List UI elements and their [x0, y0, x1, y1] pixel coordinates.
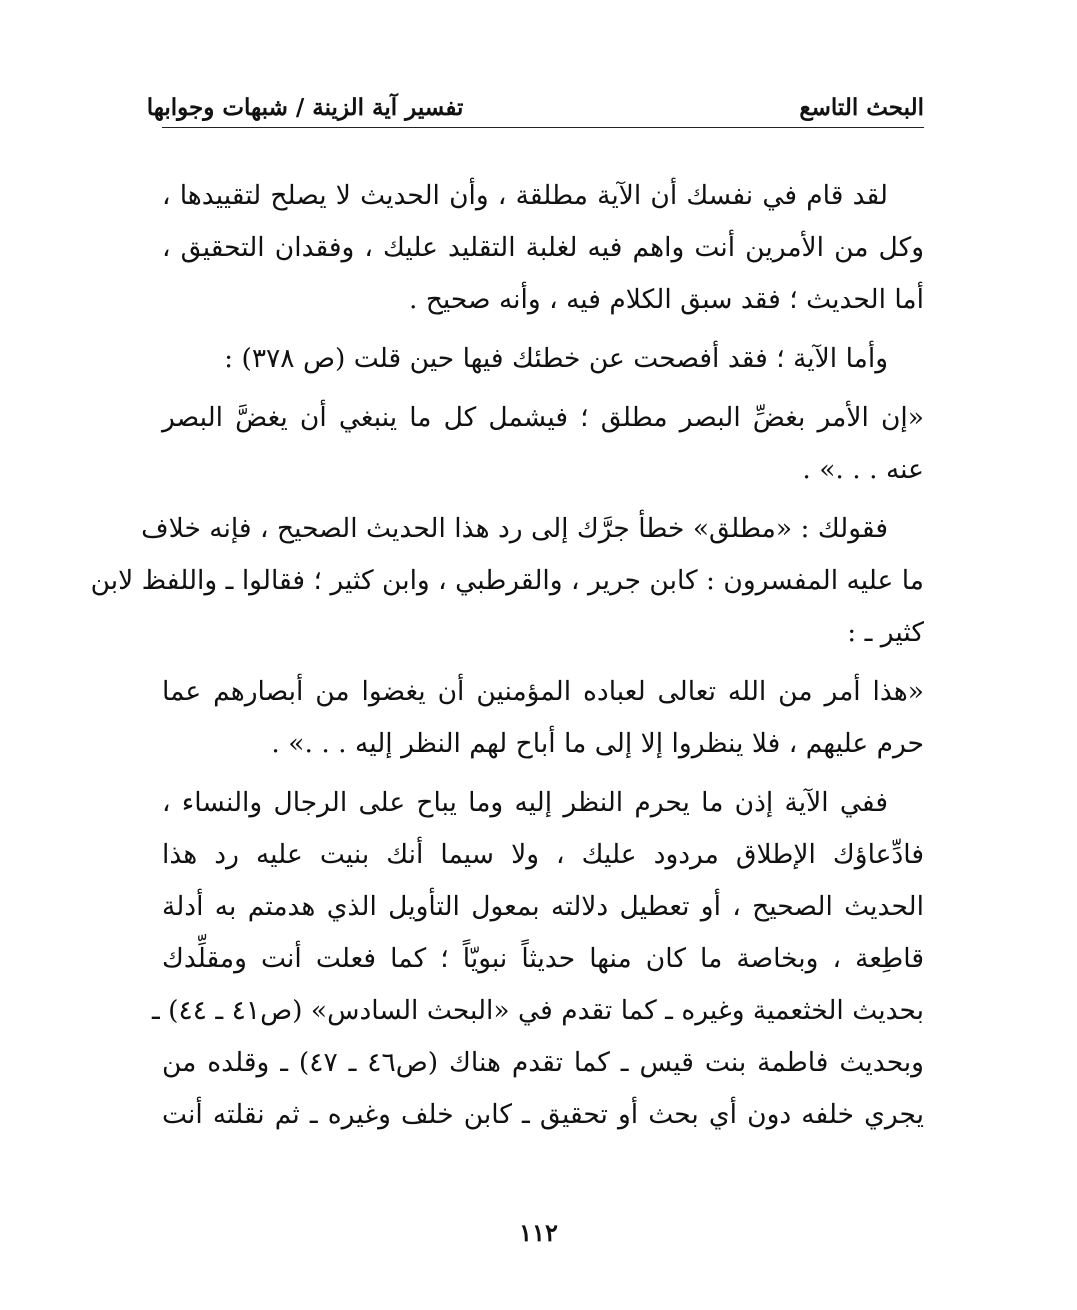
running-header	[146, 86, 924, 128]
page-number: ١١٢	[519, 1218, 558, 1247]
text-line: حرم عليهم ، فلا ينظروا إلا إلى ما أباح لهم النظر إليه . . .» .	[271, 728, 924, 759]
chapter-title: البحث التاسع	[799, 94, 924, 121]
text-line: وكل من الأمرين أنت واهم فيه لغلبة التقليد عليك ، وفقدان التحقيق ،	[162, 232, 924, 263]
book-title: تفسير آية الزينة / شبهات وجوابها	[146, 94, 464, 121]
text-line: ففي الآية إذن ما يحرم النظر إليه وما يباح على الرجال والنساء ،	[162, 787, 888, 818]
text-line: الحديث الصحيح ، أو تعطيل دلالته بمعول التأويل الذي هدمتم به أدلة	[162, 891, 924, 922]
quotation	[162, 666, 924, 770]
text-line: ما عليه المفسرون : كابن جرير ، والقرطبي ، وابن كثير ؛ فقالوا ـ واللفظ لابن	[90, 565, 924, 596]
quotation	[162, 392, 924, 496]
text-line: بحديث الخثعمية وغيره ـ كما تقدم في «البحث السادس» (ص٤١ ـ ٤٤) ـ	[152, 995, 924, 1026]
paragraph	[162, 333, 924, 385]
text-line: «إن الأمر بغضِّ البصر مطلق ؛ فيشمل كل ما ينبغي أن يغضَّ البصر	[162, 402, 924, 433]
paragraph	[90, 503, 924, 659]
text-line: كثير ـ :	[847, 617, 924, 648]
text-line: فادِّعاؤك الإطلاق مردود عليك ، ولا سيما أنك بنيت عليه رد هذا	[162, 839, 924, 870]
text-line: عنه . . .» .	[802, 454, 924, 485]
text-line: يجري خلفه دون أي بحث أو تحقيق ـ كابن خلف وغيره ـ ثم نقلته أنت	[162, 1099, 924, 1130]
text-line: أما الحديث ؛ فقد سبق الكلام فيه ، وأنه صحيح .	[408, 284, 924, 315]
paragraph	[162, 170, 924, 326]
text-line: وأما الآية ؛ فقد أفصحت عن خطئك فيها حين قلت (ص ٣٧٨) :	[224, 343, 888, 374]
body-text	[90, 170, 924, 1141]
paragraph	[152, 777, 924, 1141]
text-line: فقولك : «مطلق» خطأ جرَّك إلى رد هذا الحديث الصحيح ، فإنه خلاف	[141, 513, 888, 544]
text-line: وبحديث فاطمة بنت قيس ـ كما تقدم هناك (ص٤٦ ـ ٤٧) ـ وقلده من	[162, 1047, 924, 1078]
text-line: قاطِعة ، وبخاصة ما كان منها حديثاً نبويّاً ؛ كما فعلت أنت ومقلِّدك	[162, 943, 924, 974]
text-line: لقد قام في نفسك أن الآية مطلقة ، وأن الحديث لا يصلح لتقييدها ،	[162, 180, 888, 211]
text-line: «هذا أمر من الله تعالى لعباده المؤمنين أن يغضوا من أبصارهم عما	[162, 676, 924, 707]
